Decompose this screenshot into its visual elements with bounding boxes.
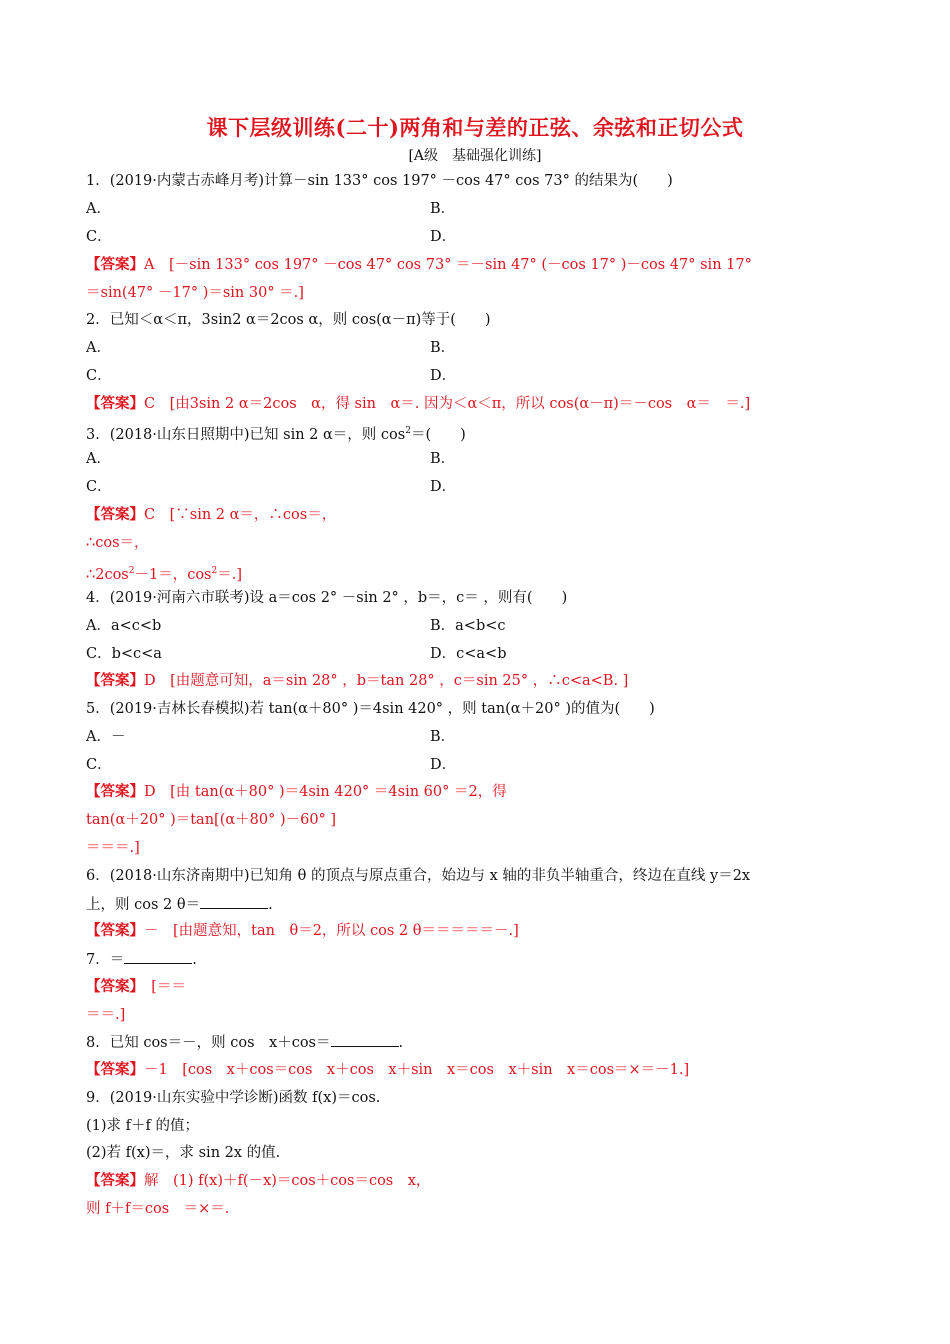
question-5-option-a: A．－ bbox=[86, 729, 126, 745]
question-6-answer bbox=[86, 921, 519, 941]
question-2-option-b: B． bbox=[430, 340, 456, 356]
answer-label: 【答案】 bbox=[86, 395, 144, 412]
superscript: 2 bbox=[211, 566, 218, 576]
page-title: 课下层级训练(二十)两角和与差的正弦、余弦和正切公式 bbox=[206, 115, 744, 140]
answer-text: －1 [cos x＋cos＝cos x＋cos x＋sin x＝cos x＋sin x＝cos＝×＝－1.] bbox=[144, 1062, 690, 1078]
superscript: 2 bbox=[128, 566, 135, 576]
question-9-stem: 9．(2019·山东实验中学诊断)函数 f(x)＝cos. bbox=[86, 1090, 381, 1106]
question-1-stem: 1．(2019·内蒙古赤峰月考)计算－sin 133° cos 197° －cos 47° cos 73° 的结果为( ) bbox=[86, 173, 673, 189]
stem-text: 8．已知 cos＝－，则 cos x＋cos＝ bbox=[86, 1035, 331, 1051]
question-5-answer bbox=[86, 782, 507, 802]
question-3-option-d: D． bbox=[430, 479, 457, 495]
question-3-answer bbox=[86, 505, 336, 525]
answer-text: [＝＝ bbox=[136, 979, 186, 995]
answer-text: ∴2cos bbox=[86, 566, 129, 583]
answer-label: 【答案】 bbox=[86, 506, 144, 523]
superscript: 2 bbox=[405, 426, 411, 436]
answer-blank bbox=[331, 1032, 399, 1047]
answer-label: 【答案】 bbox=[86, 256, 144, 273]
question-5-option-c: C． bbox=[86, 757, 112, 773]
answer-text: D [由题意可知，a＝sin 28° ，b＝tan 28° ，c＝sin 25° ，∴c<a<B. ] bbox=[144, 673, 629, 689]
answer-blank bbox=[200, 894, 268, 909]
question-4-option-a: A．a<c<b bbox=[86, 618, 162, 634]
question-5-answer-cont: tan(α＋20° )＝tan[(α＋80° )－60° ] bbox=[86, 812, 337, 828]
question-2-answer bbox=[86, 394, 750, 414]
question-2-option-c: C． bbox=[86, 368, 112, 384]
stem-text: . bbox=[398, 1035, 404, 1051]
question-1-option-d: D． bbox=[430, 229, 457, 245]
question-9-part-2: (2)若 f(x)＝，求 sin 2x 的值. bbox=[86, 1145, 281, 1161]
question-7-answer bbox=[86, 977, 186, 997]
question-1-answer-cont: ＝sin(47° －17° )＝sin 30° ＝.] bbox=[86, 285, 304, 301]
question-4-option-c: C．b<c<a bbox=[86, 646, 162, 662]
question-1-option-a: A． bbox=[86, 201, 111, 217]
answer-label: 【答案】 bbox=[86, 1061, 144, 1078]
answer-text: C [由3sin 2 α＝2cos α，得 sin α＝. 因为＜α＜π，所以 cos(α－π)＝－cos α＝ ＝.] bbox=[144, 396, 751, 412]
question-1-option-b: B． bbox=[430, 201, 456, 217]
answer-text: ＝.] bbox=[217, 566, 243, 583]
question-3-stem bbox=[86, 421, 466, 445]
question-4-option-b: B．a<b<c bbox=[430, 618, 506, 634]
stem-text: . bbox=[268, 897, 273, 913]
answer-label: 【答案】 bbox=[86, 978, 137, 995]
question-9-answer-cont: 则 f＋f＝cos ＝×＝. bbox=[86, 1201, 230, 1217]
stem-text: 上，则 cos 2 θ＝ bbox=[86, 897, 201, 913]
question-7-stem bbox=[86, 949, 197, 970]
stem-text: 7．＝ bbox=[86, 952, 125, 968]
question-3-answer-cont: ∴cos＝， bbox=[86, 535, 149, 551]
question-3-option-a: A． bbox=[86, 451, 111, 467]
question-8-stem bbox=[86, 1032, 403, 1053]
answer-label: 【答案】 bbox=[86, 672, 144, 689]
question-2-option-a: A． bbox=[86, 340, 111, 356]
answer-text: －1＝，cos bbox=[134, 566, 212, 583]
question-5-answer-cont2: ＝＝＝.] bbox=[86, 840, 140, 856]
question-5-stem: 5．(2019·吉林长春模拟)若 tan(α＋80° )＝4sin 420° ，则 tan(α＋20° )的值为( ) bbox=[86, 701, 655, 717]
question-1-answer bbox=[86, 255, 752, 275]
stem-text: ＝( ) bbox=[410, 426, 466, 443]
answer-text: － [由题意知，tan θ＝2，所以 cos 2 θ＝＝＝＝＝－.] bbox=[144, 923, 519, 939]
question-4-answer bbox=[86, 671, 628, 691]
section-subtitle: [A级 基础强化训练] bbox=[408, 148, 542, 164]
question-3-option-b: B． bbox=[430, 451, 456, 467]
question-4-option-d: D．c<a<b bbox=[430, 646, 507, 662]
answer-text: 解 (1) f(x)＋f(－x)＝cos＋cos＝cos x， bbox=[144, 1173, 431, 1189]
question-6-stem-cont bbox=[86, 894, 273, 915]
question-7-answer-cont: ＝＝.] bbox=[86, 1007, 126, 1023]
answer-label: 【答案】 bbox=[86, 922, 144, 939]
question-9-part-1: (1)求 f＋f 的值； bbox=[86, 1118, 199, 1134]
answer-text: C [∵sin 2 α＝，∴cos＝， bbox=[144, 507, 337, 523]
question-3-option-c: C． bbox=[86, 479, 112, 495]
question-9-answer bbox=[86, 1171, 430, 1191]
question-5-option-b: B． bbox=[430, 729, 456, 745]
stem-text: 3．(2018·山东日照期中)已知 sin 2 α＝，则 cos bbox=[86, 426, 406, 443]
question-5-option-d: D． bbox=[430, 757, 457, 773]
question-6-stem: 6．(2018·山东济南期中)已知角 θ 的顶点与原点重合，始边与 x 轴的非负半轴重合，终边在直线 y＝2x bbox=[86, 868, 751, 884]
answer-label: 【答案】 bbox=[86, 783, 144, 800]
question-1-option-c: C． bbox=[86, 229, 112, 245]
question-3-answer-cont2 bbox=[86, 561, 242, 585]
question-2-stem: 2．已知＜α＜π，3sin2 α＝2cos α，则 cos(α－π)等于( ) bbox=[86, 312, 491, 328]
question-2-option-d: D． bbox=[430, 368, 457, 384]
question-8-answer bbox=[86, 1060, 689, 1080]
answer-text: A [－sin 133° cos 197° －cos 47° cos 73° ＝－sin 47° (－cos 17° )－cos 47° sin 17° bbox=[144, 257, 752, 273]
question-4-stem: 4．(2019·河南六市联考)设 a＝cos 2° －sin 2° ，b＝，c＝ ，则有( ) bbox=[86, 590, 568, 606]
answer-text: D [由 tan(α＋80° )＝4sin 420° ＝4sin 60° ＝2，得 bbox=[144, 784, 507, 800]
answer-label: 【答案】 bbox=[86, 1172, 144, 1189]
stem-text: . bbox=[192, 952, 197, 968]
answer-blank bbox=[124, 949, 192, 964]
